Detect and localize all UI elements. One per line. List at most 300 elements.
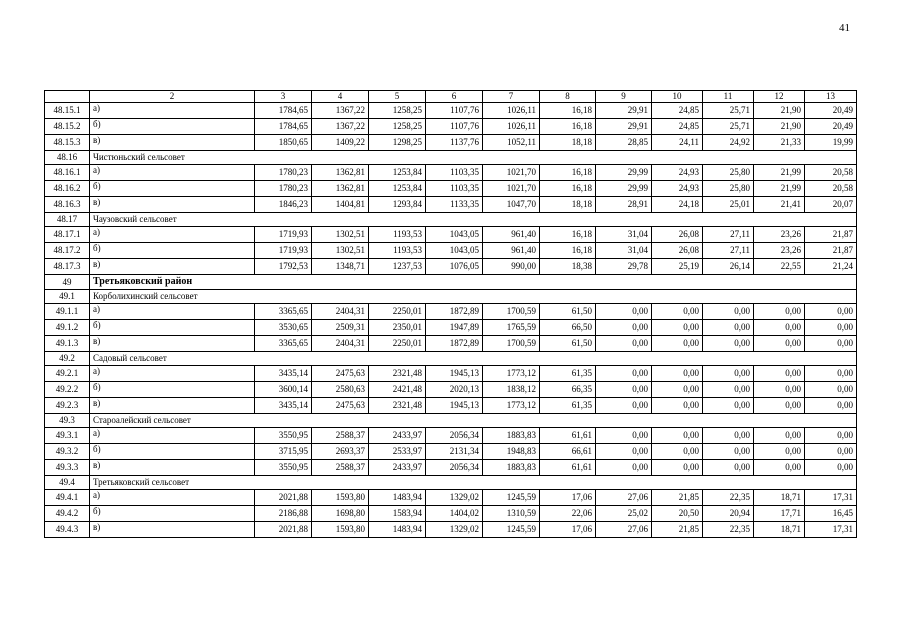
value-cell: 2433,97 bbox=[369, 460, 426, 476]
table-row bbox=[45, 490, 857, 506]
value-cell: 1719,93 bbox=[255, 227, 312, 243]
value-cell: 20,58 bbox=[805, 165, 857, 181]
column-header: 3 bbox=[255, 91, 312, 103]
value-cell: 61,50 bbox=[540, 304, 596, 320]
value-cell: 3715,95 bbox=[255, 444, 312, 460]
row-label: б) bbox=[90, 506, 255, 522]
row-label: а) bbox=[90, 304, 255, 320]
value-cell: 0,00 bbox=[703, 336, 754, 352]
value-cell: 2056,34 bbox=[426, 428, 483, 444]
row-code: 48.16.1 bbox=[45, 165, 90, 181]
value-cell: 21,87 bbox=[805, 243, 857, 259]
row-code: 48.15.3 bbox=[45, 135, 90, 151]
value-cell: 22,06 bbox=[540, 506, 596, 522]
column-header: 12 bbox=[754, 91, 805, 103]
value-cell: 0,00 bbox=[703, 444, 754, 460]
value-cell: 1948,83 bbox=[483, 444, 540, 460]
value-cell: 3365,65 bbox=[255, 304, 312, 320]
row-code: 49.1.3 bbox=[45, 336, 90, 352]
value-cell: 21,99 bbox=[754, 181, 805, 197]
value-cell: 0,00 bbox=[754, 428, 805, 444]
table-row bbox=[45, 506, 857, 522]
value-cell: 1258,25 bbox=[369, 119, 426, 135]
row-code: 49.4.2 bbox=[45, 506, 90, 522]
value-cell: 22,55 bbox=[754, 259, 805, 275]
value-cell: 21,85 bbox=[652, 490, 703, 506]
value-cell: 29,99 bbox=[596, 181, 652, 197]
value-cell: 2588,37 bbox=[312, 460, 369, 476]
row-label: в) bbox=[90, 398, 255, 414]
row-code: 49.3.3 bbox=[45, 460, 90, 476]
value-cell: 25,80 bbox=[703, 181, 754, 197]
value-cell: 1302,51 bbox=[312, 243, 369, 259]
value-cell: 20,94 bbox=[703, 506, 754, 522]
value-cell: 20,49 bbox=[805, 103, 857, 119]
value-cell: 21,41 bbox=[754, 197, 805, 213]
value-cell: 21,33 bbox=[754, 135, 805, 151]
row-code: 48.16.2 bbox=[45, 181, 90, 197]
value-cell: 0,00 bbox=[652, 398, 703, 414]
value-cell: 0,00 bbox=[805, 320, 857, 336]
value-cell: 0,00 bbox=[703, 428, 754, 444]
value-cell: 0,00 bbox=[805, 460, 857, 476]
value-cell: 20,49 bbox=[805, 119, 857, 135]
value-cell: 17,06 bbox=[540, 490, 596, 506]
value-cell: 26,14 bbox=[703, 259, 754, 275]
value-cell: 18,38 bbox=[540, 259, 596, 275]
value-cell: 1133,35 bbox=[426, 197, 483, 213]
value-cell: 0,00 bbox=[596, 336, 652, 352]
value-cell: 0,00 bbox=[652, 444, 703, 460]
value-cell: 961,40 bbox=[483, 227, 540, 243]
value-cell: 3365,65 bbox=[255, 336, 312, 352]
value-cell: 0,00 bbox=[805, 398, 857, 414]
column-header: 5 bbox=[369, 91, 426, 103]
value-cell: 2186,88 bbox=[255, 506, 312, 522]
value-cell: 2021,88 bbox=[255, 522, 312, 538]
value-cell: 0,00 bbox=[805, 382, 857, 398]
value-cell: 0,00 bbox=[652, 320, 703, 336]
column-header: 2 bbox=[90, 91, 255, 103]
value-cell: 61,61 bbox=[540, 428, 596, 444]
value-cell: 16,18 bbox=[540, 181, 596, 197]
value-cell: 2021,88 bbox=[255, 490, 312, 506]
row-label: в) bbox=[90, 460, 255, 476]
value-cell: 0,00 bbox=[703, 320, 754, 336]
row-label: б) bbox=[90, 243, 255, 259]
value-cell: 3600,14 bbox=[255, 382, 312, 398]
value-cell: 1245,59 bbox=[483, 490, 540, 506]
value-cell: 961,40 bbox=[483, 243, 540, 259]
value-cell: 2131,34 bbox=[426, 444, 483, 460]
group-code: 49.1 bbox=[45, 290, 90, 304]
value-cell: 0,00 bbox=[652, 336, 703, 352]
value-cell: 2421,48 bbox=[369, 382, 426, 398]
value-cell: 1780,23 bbox=[255, 181, 312, 197]
value-cell: 19,99 bbox=[805, 135, 857, 151]
value-cell: 0,00 bbox=[652, 304, 703, 320]
value-cell: 2433,97 bbox=[369, 428, 426, 444]
value-cell: 0,00 bbox=[652, 428, 703, 444]
value-cell: 17,31 bbox=[805, 490, 857, 506]
value-cell: 23,26 bbox=[754, 243, 805, 259]
value-cell: 0,00 bbox=[703, 304, 754, 320]
group-row bbox=[45, 352, 857, 366]
value-cell: 1792,53 bbox=[255, 259, 312, 275]
value-cell: 23,26 bbox=[754, 227, 805, 243]
value-cell: 25,80 bbox=[703, 165, 754, 181]
value-cell: 2475,63 bbox=[312, 366, 369, 382]
value-cell: 0,00 bbox=[703, 382, 754, 398]
value-cell: 1593,80 bbox=[312, 522, 369, 538]
column-header: 7 bbox=[483, 91, 540, 103]
value-cell: 1107,76 bbox=[426, 119, 483, 135]
row-code: 48.17.3 bbox=[45, 259, 90, 275]
value-cell: 2020,13 bbox=[426, 382, 483, 398]
value-cell: 1838,12 bbox=[483, 382, 540, 398]
value-cell: 0,00 bbox=[596, 398, 652, 414]
value-cell: 61,35 bbox=[540, 366, 596, 382]
value-cell: 3435,14 bbox=[255, 366, 312, 382]
value-cell: 3550,95 bbox=[255, 460, 312, 476]
page-number: 41 bbox=[839, 22, 850, 34]
value-cell: 1700,59 bbox=[483, 336, 540, 352]
value-cell: 24,85 bbox=[652, 119, 703, 135]
column-header: 13 bbox=[805, 91, 857, 103]
value-cell: 66,35 bbox=[540, 382, 596, 398]
value-cell: 21,87 bbox=[805, 227, 857, 243]
value-cell: 27,06 bbox=[596, 522, 652, 538]
value-cell: 0,00 bbox=[805, 304, 857, 320]
value-cell: 1846,23 bbox=[255, 197, 312, 213]
table-row bbox=[45, 227, 857, 243]
value-cell: 1765,59 bbox=[483, 320, 540, 336]
value-cell: 0,00 bbox=[596, 428, 652, 444]
value-cell: 2588,37 bbox=[312, 428, 369, 444]
value-cell: 17,71 bbox=[754, 506, 805, 522]
row-label: б) bbox=[90, 181, 255, 197]
value-cell: 17,06 bbox=[540, 522, 596, 538]
row-label: в) bbox=[90, 197, 255, 213]
value-cell: 26,08 bbox=[652, 227, 703, 243]
row-label: б) bbox=[90, 320, 255, 336]
value-cell: 21,85 bbox=[652, 522, 703, 538]
value-cell: 1043,05 bbox=[426, 227, 483, 243]
value-cell: 1026,11 bbox=[483, 119, 540, 135]
row-label: а) bbox=[90, 490, 255, 506]
value-cell: 0,00 bbox=[596, 444, 652, 460]
value-cell: 16,18 bbox=[540, 227, 596, 243]
value-cell: 26,08 bbox=[652, 243, 703, 259]
row-code: 49.3.1 bbox=[45, 428, 90, 444]
group-name: Чаузовский сельсовет bbox=[90, 213, 857, 227]
value-cell: 24,93 bbox=[652, 165, 703, 181]
value-cell: 24,18 bbox=[652, 197, 703, 213]
value-cell: 1052,11 bbox=[483, 135, 540, 151]
value-cell: 16,18 bbox=[540, 243, 596, 259]
value-cell: 1784,65 bbox=[255, 119, 312, 135]
value-cell: 16,18 bbox=[540, 103, 596, 119]
row-code: 48.15.1 bbox=[45, 103, 90, 119]
value-cell: 29,78 bbox=[596, 259, 652, 275]
value-cell: 16,18 bbox=[540, 119, 596, 135]
group-name: Корболихинский сельсовет bbox=[90, 290, 857, 304]
value-cell: 2250,01 bbox=[369, 304, 426, 320]
value-cell: 1404,02 bbox=[426, 506, 483, 522]
value-cell: 0,00 bbox=[596, 304, 652, 320]
value-cell: 2693,37 bbox=[312, 444, 369, 460]
table-row bbox=[45, 243, 857, 259]
value-cell: 24,92 bbox=[703, 135, 754, 151]
value-cell: 1883,83 bbox=[483, 460, 540, 476]
value-cell: 0,00 bbox=[596, 460, 652, 476]
value-cell: 0,00 bbox=[805, 336, 857, 352]
value-cell: 29,91 bbox=[596, 103, 652, 119]
group-row bbox=[45, 290, 857, 304]
value-cell: 2580,63 bbox=[312, 382, 369, 398]
row-label: в) bbox=[90, 135, 255, 151]
value-cell: 21,24 bbox=[805, 259, 857, 275]
column-header: 11 bbox=[703, 91, 754, 103]
row-code: 48.17.2 bbox=[45, 243, 90, 259]
row-code: 49.2.1 bbox=[45, 366, 90, 382]
value-cell: 1253,84 bbox=[369, 181, 426, 197]
value-cell: 16,18 bbox=[540, 165, 596, 181]
value-cell: 1193,53 bbox=[369, 243, 426, 259]
value-cell: 1137,76 bbox=[426, 135, 483, 151]
value-cell: 1483,94 bbox=[369, 490, 426, 506]
value-cell: 1047,70 bbox=[483, 197, 540, 213]
value-cell: 0,00 bbox=[754, 460, 805, 476]
value-cell: 27,11 bbox=[703, 243, 754, 259]
value-cell: 1329,02 bbox=[426, 522, 483, 538]
value-cell: 25,71 bbox=[703, 119, 754, 135]
value-cell: 1872,89 bbox=[426, 336, 483, 352]
value-cell: 20,50 bbox=[652, 506, 703, 522]
table-row bbox=[45, 304, 857, 320]
value-cell: 61,50 bbox=[540, 336, 596, 352]
column-header: 8 bbox=[540, 91, 596, 103]
value-cell: 1026,11 bbox=[483, 103, 540, 119]
value-cell: 1193,53 bbox=[369, 227, 426, 243]
value-cell: 18,71 bbox=[754, 522, 805, 538]
value-cell: 20,58 bbox=[805, 181, 857, 197]
value-cell: 1593,80 bbox=[312, 490, 369, 506]
value-cell: 25,71 bbox=[703, 103, 754, 119]
value-cell: 21,90 bbox=[754, 103, 805, 119]
row-label: б) bbox=[90, 444, 255, 460]
row-label: а) bbox=[90, 428, 255, 444]
value-cell: 17,31 bbox=[805, 522, 857, 538]
row-label: б) bbox=[90, 119, 255, 135]
row-code: 48.16.3 bbox=[45, 197, 90, 213]
value-cell: 0,00 bbox=[805, 428, 857, 444]
table-row bbox=[45, 135, 857, 151]
value-cell: 990,00 bbox=[483, 259, 540, 275]
value-cell: 29,99 bbox=[596, 165, 652, 181]
value-cell: 1872,89 bbox=[426, 304, 483, 320]
region-row bbox=[45, 275, 857, 290]
table-row bbox=[45, 460, 857, 476]
value-cell: 1367,22 bbox=[312, 103, 369, 119]
table-row bbox=[45, 165, 857, 181]
value-cell: 0,00 bbox=[596, 320, 652, 336]
region-name: Третьяковский район bbox=[90, 275, 857, 290]
value-cell: 0,00 bbox=[754, 382, 805, 398]
value-cell: 1103,35 bbox=[426, 165, 483, 181]
value-cell: 1362,81 bbox=[312, 165, 369, 181]
value-cell: 2509,31 bbox=[312, 320, 369, 336]
value-cell: 1253,84 bbox=[369, 165, 426, 181]
value-cell: 21,99 bbox=[754, 165, 805, 181]
value-cell: 2321,48 bbox=[369, 398, 426, 414]
value-cell: 1021,70 bbox=[483, 165, 540, 181]
value-cell: 1043,05 bbox=[426, 243, 483, 259]
region-code: 49 bbox=[45, 275, 90, 290]
value-cell: 28,91 bbox=[596, 197, 652, 213]
value-cell: 0,00 bbox=[754, 366, 805, 382]
value-cell: 2321,48 bbox=[369, 366, 426, 382]
value-cell: 3530,65 bbox=[255, 320, 312, 336]
row-code: 49.2.2 bbox=[45, 382, 90, 398]
row-label: б) bbox=[90, 382, 255, 398]
value-cell: 0,00 bbox=[805, 444, 857, 460]
column-header: 9 bbox=[596, 91, 652, 103]
row-code: 49.2.3 bbox=[45, 398, 90, 414]
value-cell: 25,19 bbox=[652, 259, 703, 275]
value-cell: 1367,22 bbox=[312, 119, 369, 135]
value-cell: 1583,94 bbox=[369, 506, 426, 522]
column-header-row bbox=[45, 91, 857, 103]
value-cell: 1698,80 bbox=[312, 506, 369, 522]
table-row bbox=[45, 119, 857, 135]
group-code: 49.3 bbox=[45, 414, 90, 428]
value-cell: 1945,13 bbox=[426, 366, 483, 382]
value-cell: 1483,94 bbox=[369, 522, 426, 538]
value-cell: 24,11 bbox=[652, 135, 703, 151]
value-cell: 0,00 bbox=[754, 398, 805, 414]
row-label: в) bbox=[90, 522, 255, 538]
value-cell: 2350,01 bbox=[369, 320, 426, 336]
value-cell: 1773,12 bbox=[483, 366, 540, 382]
value-cell: 0,00 bbox=[754, 304, 805, 320]
value-cell: 28,85 bbox=[596, 135, 652, 151]
row-label: а) bbox=[90, 103, 255, 119]
value-cell: 0,00 bbox=[703, 460, 754, 476]
group-code: 48.17 bbox=[45, 213, 90, 227]
row-code: 49.3.2 bbox=[45, 444, 90, 460]
value-cell: 1329,02 bbox=[426, 490, 483, 506]
value-cell: 29,91 bbox=[596, 119, 652, 135]
group-name: Садовый сельсовет bbox=[90, 352, 857, 366]
value-cell: 1883,83 bbox=[483, 428, 540, 444]
table-row bbox=[45, 382, 857, 398]
table-row bbox=[45, 444, 857, 460]
group-row bbox=[45, 151, 857, 165]
row-code: 48.17.1 bbox=[45, 227, 90, 243]
value-cell: 1348,71 bbox=[312, 259, 369, 275]
group-row bbox=[45, 476, 857, 490]
row-label: а) bbox=[90, 366, 255, 382]
value-cell: 27,06 bbox=[596, 490, 652, 506]
value-cell: 0,00 bbox=[596, 382, 652, 398]
value-cell: 2533,97 bbox=[369, 444, 426, 460]
table-row bbox=[45, 320, 857, 336]
value-cell: 1773,12 bbox=[483, 398, 540, 414]
value-cell: 1404,81 bbox=[312, 197, 369, 213]
value-cell: 22,35 bbox=[703, 522, 754, 538]
tariff-table bbox=[44, 90, 857, 538]
group-row bbox=[45, 213, 857, 227]
value-cell: 66,61 bbox=[540, 444, 596, 460]
value-cell: 1409,22 bbox=[312, 135, 369, 151]
value-cell: 0,00 bbox=[652, 460, 703, 476]
value-cell: 1107,76 bbox=[426, 103, 483, 119]
group-name: Третьяковский сельсовет bbox=[90, 476, 857, 490]
column-header: 10 bbox=[652, 91, 703, 103]
group-code: 48.16 bbox=[45, 151, 90, 165]
row-code: 49.1.2 bbox=[45, 320, 90, 336]
value-cell: 3435,14 bbox=[255, 398, 312, 414]
value-cell: 2404,31 bbox=[312, 304, 369, 320]
value-cell: 0,00 bbox=[754, 444, 805, 460]
value-cell: 66,50 bbox=[540, 320, 596, 336]
value-cell: 1103,35 bbox=[426, 181, 483, 197]
value-cell: 1237,53 bbox=[369, 259, 426, 275]
row-label: а) bbox=[90, 227, 255, 243]
table-row bbox=[45, 522, 857, 538]
value-cell: 16,45 bbox=[805, 506, 857, 522]
value-cell: 1245,59 bbox=[483, 522, 540, 538]
row-label: в) bbox=[90, 336, 255, 352]
value-cell: 0,00 bbox=[652, 366, 703, 382]
table-row bbox=[45, 428, 857, 444]
value-cell: 25,02 bbox=[596, 506, 652, 522]
value-cell: 2250,01 bbox=[369, 336, 426, 352]
value-cell: 24,85 bbox=[652, 103, 703, 119]
group-row bbox=[45, 414, 857, 428]
value-cell: 0,00 bbox=[703, 366, 754, 382]
value-cell: 61,61 bbox=[540, 460, 596, 476]
value-cell: 18,71 bbox=[754, 490, 805, 506]
value-cell: 0,00 bbox=[805, 366, 857, 382]
value-cell: 0,00 bbox=[754, 320, 805, 336]
value-cell: 0,00 bbox=[703, 398, 754, 414]
row-code: 49.4.1 bbox=[45, 490, 90, 506]
group-code: 49.4 bbox=[45, 476, 90, 490]
value-cell: 1258,25 bbox=[369, 103, 426, 119]
group-name: Чистюньский сельсовет bbox=[90, 151, 857, 165]
value-cell: 1947,89 bbox=[426, 320, 483, 336]
value-cell: 1700,59 bbox=[483, 304, 540, 320]
column-header: 6 bbox=[426, 91, 483, 103]
value-cell: 1076,05 bbox=[426, 259, 483, 275]
row-code: 49.1.1 bbox=[45, 304, 90, 320]
value-cell: 3550,95 bbox=[255, 428, 312, 444]
value-cell: 1945,13 bbox=[426, 398, 483, 414]
value-cell: 1293,84 bbox=[369, 197, 426, 213]
value-cell: 61,35 bbox=[540, 398, 596, 414]
value-cell: 2475,63 bbox=[312, 398, 369, 414]
value-cell: 1298,25 bbox=[369, 135, 426, 151]
value-cell: 0,00 bbox=[754, 336, 805, 352]
value-cell: 2056,34 bbox=[426, 460, 483, 476]
value-cell: 18,18 bbox=[540, 135, 596, 151]
value-cell: 24,93 bbox=[652, 181, 703, 197]
value-cell: 1784,65 bbox=[255, 103, 312, 119]
value-cell: 27,11 bbox=[703, 227, 754, 243]
group-name: Староалейский сельсовет bbox=[90, 414, 857, 428]
